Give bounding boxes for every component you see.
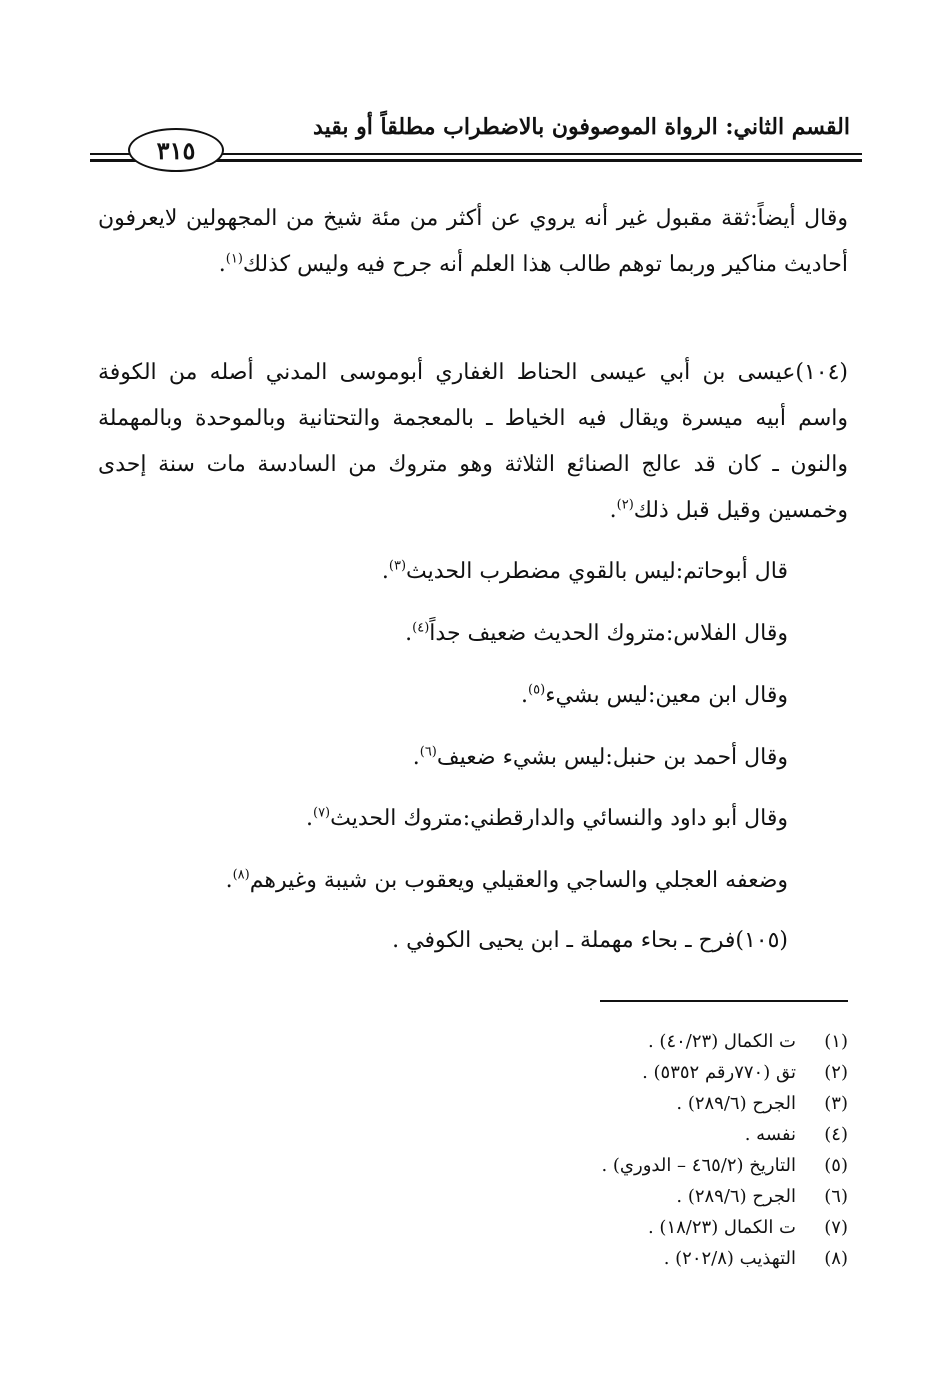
- footnote-text: الجرح (٢٨٩/٦) .: [676, 1093, 796, 1114]
- footnote-ref[interactable]: (٢): [616, 497, 634, 513]
- footnotes-list: [480, 1026, 848, 1274]
- quote-end: .: [412, 745, 420, 770]
- quote-line: [98, 735, 788, 781]
- footnote-ref[interactable]: (٣): [388, 558, 407, 574]
- footnote-number: (٢): [824, 1062, 848, 1083]
- running-header-title: القسم الثاني: الرواة الموصوفون بالاضطراب مطلقاً أو بقيد: [313, 114, 850, 140]
- footnote-text: نفسه .: [744, 1124, 796, 1145]
- paragraph-1: [98, 196, 848, 288]
- footnote-text: تق (٧٧٠رقم ٥٣٥٢) .: [642, 1062, 796, 1083]
- footnote-separator: [600, 1000, 848, 1002]
- footnote-number: (١): [824, 1031, 848, 1052]
- quote-text: وضعفه العجلي والساجي والعقيلي ويعقوب بن شيبة وغيرهم: [249, 868, 788, 893]
- paragraph-end: .: [609, 498, 617, 523]
- footnote-text: ت الكمال (١٨/٢٣) .: [647, 1217, 796, 1238]
- footnote-item: [480, 1057, 848, 1088]
- quote-text: وقال أبو داود والنسائي والدارقطني:متروك الحديث: [330, 806, 788, 831]
- footnote-number: (٥): [824, 1155, 848, 1176]
- quote-text: وقال ابن معين:ليس بشيء: [545, 683, 788, 708]
- footnote-item: [480, 1243, 848, 1274]
- footnote-item: [480, 1026, 848, 1057]
- footnote-number: (٦): [824, 1186, 848, 1207]
- quote-line: [98, 611, 788, 657]
- footnote-item: [480, 1150, 848, 1181]
- footnote-ref[interactable]: (١): [225, 251, 243, 267]
- quote-end: .: [405, 621, 413, 646]
- quote-line: [98, 549, 788, 595]
- footnote-item: [480, 1088, 848, 1119]
- footnote-item: [480, 1119, 848, 1150]
- quote-text: قال أبوحاتم:ليس بالقوي مضطرب الحديث: [406, 559, 788, 584]
- footnote-ref[interactable]: (٦): [419, 744, 437, 760]
- footnote-text: الجرح (٢٨٩/٦) .: [676, 1186, 796, 1207]
- page-number: ٣١٥: [128, 128, 224, 172]
- footnote-number: (٣): [824, 1093, 848, 1114]
- paragraph-text: (١٠٤)عيسى بن أبي عيسى الحناط الغفاري أبوموسى المدني أصله من الكوفة واسم أبيه ميسرة ويقال فيه الخياط ـ بالمعجمة والتحتانية وبالموحدة وبالمهملة والنون ـ كان قد عالج الصنائع الثلاثة وهو متروك من السادسة مات سنة إحدى وخمسين وقيل قبل ذلك: [98, 360, 848, 523]
- footnote-ref[interactable]: (٤): [412, 620, 430, 636]
- footnote-ref[interactable]: (٨): [232, 867, 250, 883]
- quote-text: وقال أحمد بن حنبل:ليس بشيء ضعيف: [436, 745, 788, 770]
- footnote-text: التاريخ (٤٦٥/٢ – الدوري) .: [601, 1155, 796, 1176]
- paragraph-end: .: [218, 252, 226, 277]
- quote-end: .: [305, 806, 313, 831]
- quote-text: وقال الفلاس:متروك الحديث ضعيف جداً: [429, 621, 788, 646]
- footnote-text: التهذيب (٢٠٢/٨) .: [663, 1248, 796, 1269]
- quote-line: [98, 796, 788, 842]
- footnote-item: [480, 1212, 848, 1243]
- footnote-text: ت الكمال (٤٠/٢٣) .: [647, 1031, 796, 1052]
- quote-end: .: [225, 868, 233, 893]
- footnote-number: (٨): [824, 1248, 848, 1269]
- quote-line: [98, 858, 788, 904]
- quote-end: .: [381, 559, 389, 584]
- footnote-number: (٤): [824, 1124, 848, 1145]
- footnote-item: [480, 1181, 848, 1212]
- footnote-number: (٧): [824, 1217, 848, 1238]
- paragraph-entry-104: [98, 350, 848, 534]
- footnote-ref[interactable]: (٧): [312, 805, 331, 821]
- entry-105-line: [98, 918, 788, 964]
- quote-text: (١٠٥)فرح ـ بحاء مهملة ـ ابن يحيى الكوفي .: [392, 928, 788, 953]
- quote-line: [98, 673, 788, 719]
- paragraph-text: وقال أيضاً:ثقة مقبول غير أنه يروي عن أكثر من مئة شيخ من المجهولين لايعرفون أحاديث مناكير وربما توهم طالب هذا العلم أنه جرح فيه وليس كذلك: [98, 206, 848, 277]
- footnote-ref[interactable]: (٥): [528, 682, 546, 698]
- quote-end: .: [521, 683, 529, 708]
